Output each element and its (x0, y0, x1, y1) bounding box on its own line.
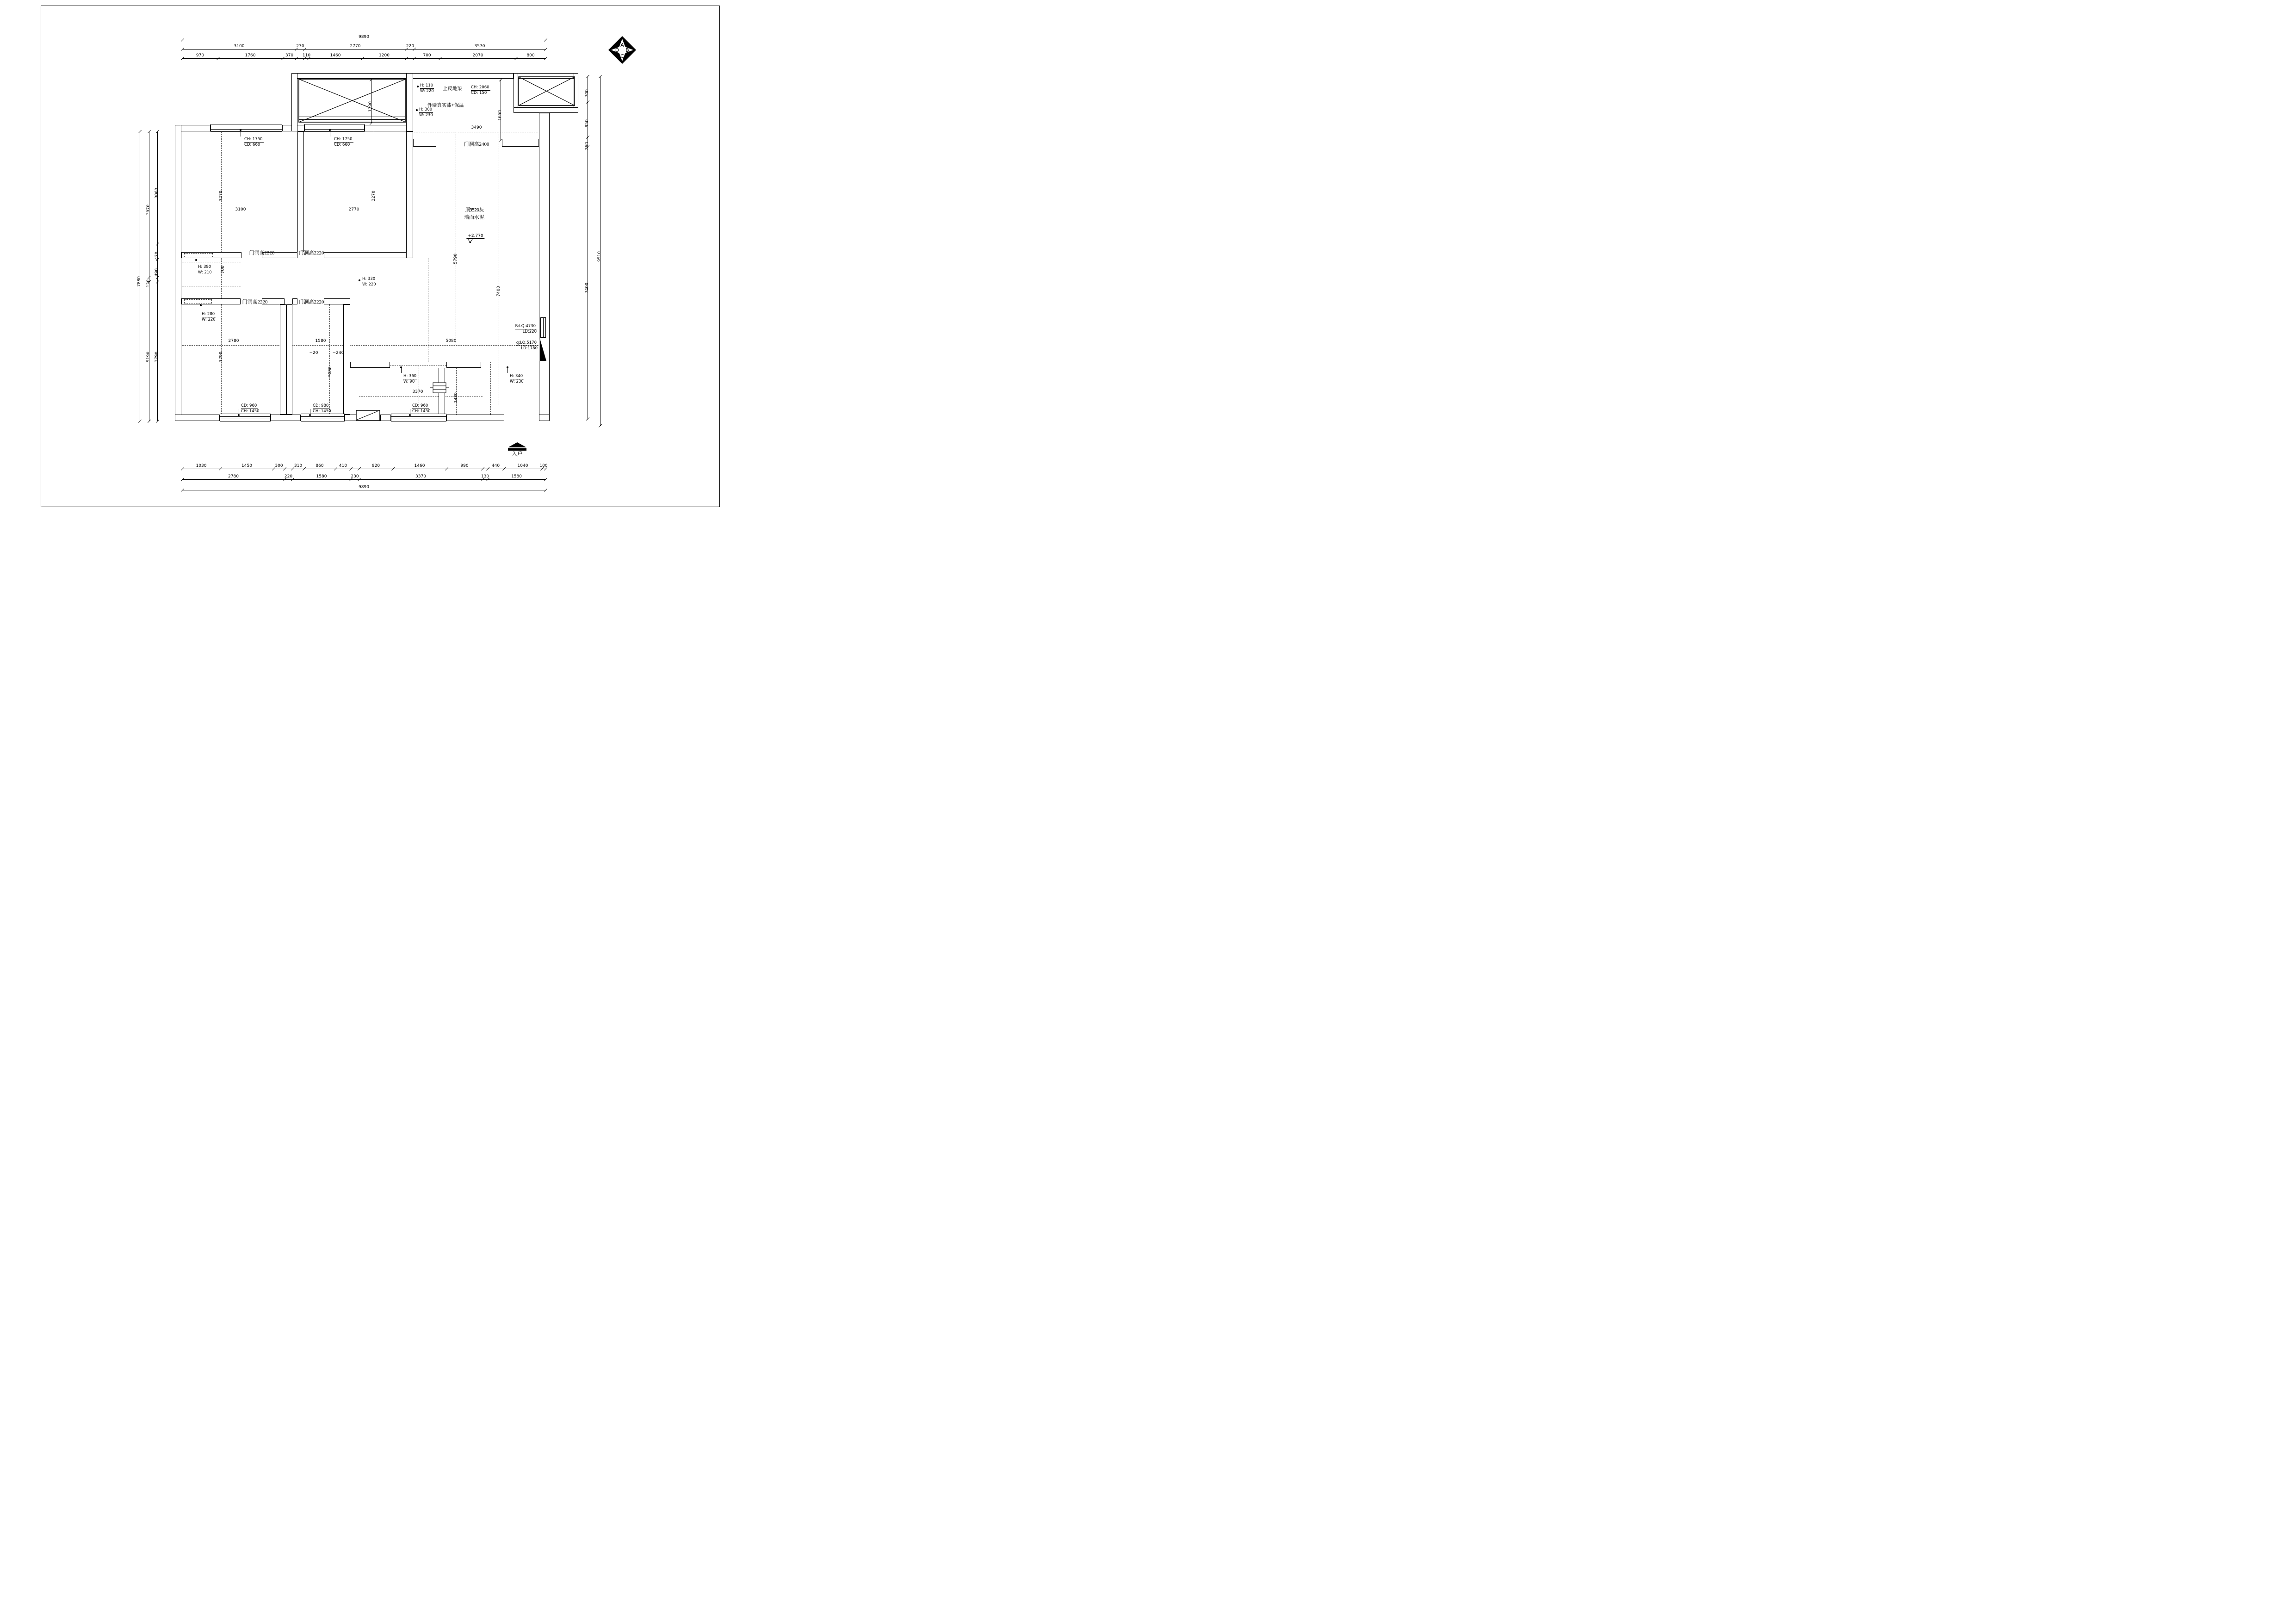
dim-label: 420 (155, 251, 159, 260)
wall (406, 131, 413, 258)
dim-label: 9890 (359, 35, 369, 39)
finish-note-dim: 3520 (469, 208, 479, 213)
dim-label: 370 (285, 53, 294, 58)
window (301, 414, 345, 421)
leader-dot (417, 86, 419, 87)
annotation-cd960-right: CD: 960 CH: 1450 (412, 403, 431, 414)
dashed-reference-line (221, 131, 222, 421)
dim-label: 2070 (472, 53, 483, 58)
compass-letter-a: A (620, 42, 624, 48)
dim-label: 3790 (219, 352, 223, 362)
dim-label: 1580 (316, 474, 327, 479)
door-height-label: 门洞高2220 (242, 299, 268, 305)
dim-label: 220 (406, 44, 415, 49)
dashed-reference-line (182, 345, 545, 346)
dim-label: 3570 (474, 44, 485, 49)
dim-label: 5190 (146, 351, 151, 362)
leader-dot (200, 304, 202, 306)
dim-label: 3370 (415, 474, 426, 479)
dim-label: 2780 (228, 339, 239, 343)
entry-label: 入户 (511, 451, 523, 457)
dim-label: 990 (460, 464, 469, 468)
annotation-rlq: R:LQ:4730 LD:220 (515, 324, 537, 334)
wall (406, 73, 413, 131)
wall (271, 415, 301, 421)
dim-label: 110 (302, 53, 311, 58)
dim-label: 220 (284, 474, 293, 479)
dim-label: 2770 (348, 207, 359, 212)
shaft-x-box (518, 76, 575, 106)
dim-label: 2780 (228, 474, 239, 479)
annotation-h340: H: 340 W: 230 (510, 374, 524, 384)
dim-label: 5080 (446, 339, 457, 343)
compass-letter-b: B (625, 47, 629, 53)
leader-line (401, 367, 402, 373)
dim-label: 3270 (371, 191, 376, 201)
wall (280, 304, 286, 415)
dim-label: 1460 (414, 464, 425, 468)
dim-line (182, 479, 545, 480)
dim-label: 1450 (241, 464, 252, 468)
hatch-line (299, 119, 405, 120)
dim-label: −240 (332, 351, 344, 355)
dim-label: 700 (423, 53, 431, 58)
window (210, 124, 282, 132)
door-height-label: 门洞高2400 (464, 142, 489, 147)
wall (539, 415, 550, 421)
dim-label: 130 (481, 474, 489, 479)
compass-letter-c: C (620, 53, 624, 59)
wall (514, 107, 578, 113)
dim-label: 7400 (585, 283, 589, 293)
dim-label: 260 (585, 142, 589, 150)
dim-label: 3080 (328, 366, 333, 377)
dim-label: 3100 (234, 44, 245, 49)
dim-label: 950 (585, 119, 589, 128)
wall (297, 131, 304, 252)
dim-label: 2770 (350, 44, 361, 49)
dim-label: 7400 (496, 286, 501, 297)
dim-label: 300 (275, 464, 283, 468)
door-height-label: 门洞高2220 (298, 250, 324, 256)
dim-label: 230 (351, 474, 359, 479)
floorplan-canvas (0, 0, 722, 510)
leader-dot (416, 109, 418, 111)
dashed-reference-line (329, 304, 330, 415)
dim-line (182, 49, 545, 50)
dim-label: 1030 (196, 464, 207, 468)
annotation-cd960-left: CD: 960 CH: 1450 (241, 403, 260, 414)
finish-note-suffix: 灰 (479, 207, 484, 213)
window (304, 124, 365, 132)
dim-label: 310 (294, 464, 303, 468)
beam-note: 上反地梁 (443, 86, 462, 92)
dashed-reference-line (359, 396, 483, 397)
annotation-h360: H: 360 W: 90 (403, 374, 417, 384)
exterior-wall-note: 外墙真实漆+保温 (427, 103, 464, 108)
dim-label: 3970 (146, 204, 151, 215)
dim-line (182, 58, 545, 59)
dim-label: 700 (221, 266, 225, 274)
dim-label: 860 (316, 464, 324, 468)
leader-dot (195, 259, 197, 261)
dim-label: 920 (371, 464, 380, 468)
door-leaf (356, 410, 380, 421)
shaft-x-box (298, 79, 406, 123)
dim-label: 3100 (235, 207, 246, 212)
wall (286, 304, 292, 415)
dim-label: 9510 (597, 251, 602, 262)
annotation-ch1750-mid: CH: 1750 CD: 660 (334, 137, 353, 147)
dim-label: 3060 (155, 187, 159, 198)
wall (446, 415, 504, 421)
dim-label: 800 (526, 53, 535, 58)
dim-label: 5790 (453, 254, 458, 264)
dashed-reference-line (390, 365, 446, 366)
window (540, 317, 546, 338)
dim-label: 3270 (219, 191, 223, 201)
leader-dot (359, 279, 360, 281)
wall-opening-dashed (184, 299, 212, 304)
elevation-value: +2.770 (466, 234, 484, 239)
wall (380, 415, 391, 421)
compass-letter-d: D (615, 47, 619, 53)
dim-label: 1760 (245, 53, 256, 58)
wall (324, 298, 350, 304)
dim-label: 440 (491, 464, 500, 468)
finish-note-line2: 墙面水泥 (464, 215, 484, 220)
wall (345, 415, 356, 421)
wall (291, 73, 514, 79)
wall (446, 362, 481, 368)
wall (292, 298, 297, 304)
annotation-h380: H: 380 W: 210 (198, 265, 212, 275)
wall-opening-dashed (184, 253, 213, 257)
dim-label: 1190 (368, 101, 373, 112)
wall (343, 304, 350, 415)
wall (324, 252, 406, 258)
annotation-h330: H: 330 W: 220 (362, 277, 376, 287)
dim-label: 410 (339, 464, 347, 468)
wall (502, 139, 539, 147)
dim-label: 1200 (379, 53, 390, 58)
door-height-label: 门洞高2220 (298, 299, 324, 305)
annotation-qlq: q:LQ:5170 LD:1780 (516, 341, 538, 351)
dim-label: 490 (155, 268, 159, 276)
dim-label: 100 (539, 464, 548, 468)
dim-label: 1580 (315, 339, 326, 343)
dashed-reference-line (490, 362, 491, 415)
annotation-cd980: CD: 980 CH: 1450 (313, 403, 331, 414)
dim-label: 1650 (498, 110, 502, 121)
window (391, 414, 446, 421)
dim-label: 230 (296, 44, 304, 49)
dim-label: 1480 (454, 392, 458, 403)
finish-note-prefix: 顶 (464, 207, 470, 213)
wall (175, 415, 220, 421)
dim-label: 9890 (359, 485, 369, 489)
dim-label: 7880 (137, 276, 142, 287)
dim-label: 1460 (330, 53, 341, 58)
door-height-label: 门洞高2220 (249, 250, 275, 256)
dim-label: −20 (309, 351, 318, 355)
leader-line (507, 367, 508, 373)
dim-label: 1580 (511, 474, 522, 479)
wall (175, 125, 181, 421)
annotation-h280: H: 280 W: 220 (202, 312, 216, 322)
dim-label: 1040 (517, 464, 528, 468)
dim-label: 970 (196, 53, 204, 58)
annotation-ch1750-left: CH: 1750 CD: 660 (244, 137, 263, 147)
dim-label: 3490 (471, 125, 482, 130)
window (220, 414, 271, 421)
dim-label: 120 (146, 279, 151, 288)
wall (539, 113, 550, 421)
annotation-h300: H: 300 W: 230 (419, 107, 433, 118)
radiator-symbol (430, 382, 449, 393)
wall (413, 139, 436, 147)
wall (350, 362, 390, 368)
dim-label: 3790 (155, 351, 159, 362)
annotation-beam-h110: H: 110 W: 220 (420, 83, 434, 93)
annotation-ch2060: CH: 2060 CD: 150 (471, 85, 489, 95)
dim-label: 700 (585, 89, 589, 97)
dim-label: 3370 (412, 390, 423, 394)
wall (291, 73, 297, 131)
